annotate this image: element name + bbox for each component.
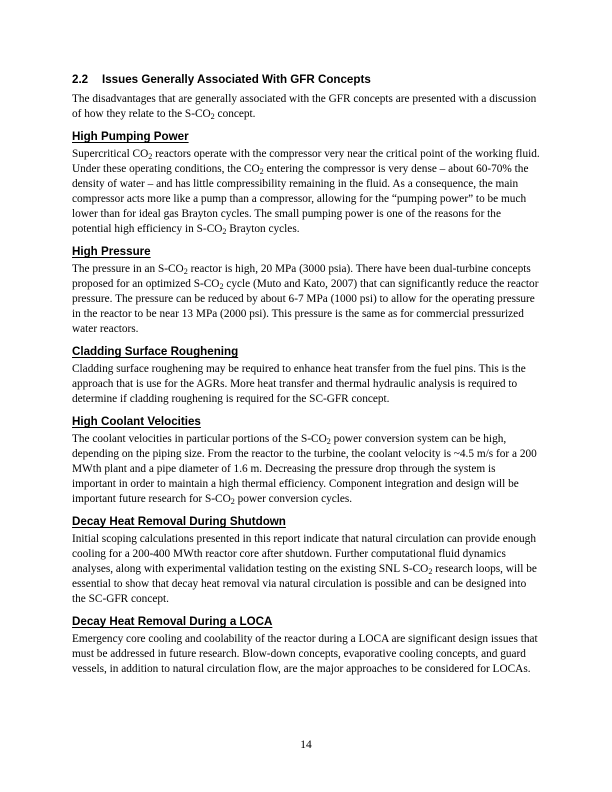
subsection-high-pressure <box>72 244 540 337</box>
heading-decay-heat-shutdown: Decay Heat Removal During Shutdown <box>72 515 286 528</box>
paragraph-decay-heat-shutdown: Initial scoping calculations presented in this report indicate that natural circulation can provide enough cooling for a 200-400 MWth reactor core after shutdown. Further computational fluid dynamics analyses, along with experimental validation testing on the existing SNL $S-CO_2$ research loops, will be essential to show that decay heat removal via natural circulation is possible and can be designed into the SC-GFR concept. <box>72 533 537 605</box>
heading-decay-heat-loca: Decay Heat Removal During a LOCA <box>72 615 273 628</box>
section-title <box>72 72 540 88</box>
paragraph-cladding-surface-roughening: Cladding surface roughening may be required to enhance heat transfer from the fuel pins. This is the approach that is use for the AGRs. More heat transfer and thermal hydraulic analysis is required to determine if cladding roughening is required for the SC-GFR concept. <box>72 363 526 405</box>
paragraph-high-pumping-power: Supercritical $CO_2$ reactors operate with the compressor very near the critical point of the working fluid. Under these operating conditions, the $CO_2$ entering the compressor is very dense – about 60-70% the density of water – and has little compressibility remaining in the fluid. As a consequence, the main compressor acts more like a pump than a compressor, allowing for the “pumping power” to be much lower than for ideal gas Brayton cycles. The small pumping power is one of the reasons for the potential high efficiency in $S-CO_2$ Brayton cycles. <box>72 148 540 237</box>
subsection-cladding-surface-roughening <box>72 344 540 407</box>
page-number: 14 <box>300 739 312 751</box>
paragraph-decay-heat-loca: Emergency core cooling and coolability of the reactor during a LOCA are significant design issues that must be addressed in future research. Blow-down concepts, evaporative cooling concepts, and guard vessels, in addition to natural circulation flow, are the major approaches to be considered for LOCAs. <box>72 633 538 675</box>
section-number: 2.2 <box>72 73 89 86</box>
paragraph-high-coolant-velocities: The coolant velocities in particular portions of the $S-CO_2$ power conversion system can be high, depending on the piping size. From the reactor to the turbine, the coolant velocity is ~4.5 m/s for a 200 MWth plant and a pipe diameter of 1.6 m. Decreasing the pressure drop through the system is important in order to maintain a high thermal efficiency. Component integration and design will be important future research for $S-CO_2$ power conversion cycles. <box>72 433 537 507</box>
subsection-decay-heat-shutdown <box>72 514 540 607</box>
heading-cladding-surface-roughening: Cladding Surface Roughening <box>72 345 239 358</box>
heading-high-coolant-velocities: High Coolant Velocities <box>72 415 201 428</box>
paragraph-high-pressure: The pressure in an $S-CO_2$ reactor is high, 20 MPa (3000 psia). There have been dual-turbine concepts proposed for an optimized $S-CO_2$ cycle (Muto and Kato, 2007) that can significantly reduce the reactor pressure. The pressure can be reduced by about 6-7 MPa (1000 psi) to allow for the operating pressure in the reactor to be near 13 MPa (2000 psi). This pressure is the same as for commercial pressurized water reactors. <box>72 263 539 335</box>
section-title-text: Issues Generally Associated With GFR Concepts <box>102 73 371 86</box>
subsection-high-pumping-power <box>72 129 540 237</box>
section-intro: The disadvantages that are generally associated with the GFR concepts are presented with a discussion of how they relate to the $S-CO_2$ concept. <box>72 93 537 122</box>
page-content <box>72 72 540 677</box>
subsection-high-coolant-velocities <box>72 414 540 507</box>
heading-high-pumping-power: High Pumping Power <box>72 130 189 143</box>
subsection-decay-heat-loca <box>72 614 540 677</box>
heading-high-pressure: High Pressure <box>72 245 151 258</box>
